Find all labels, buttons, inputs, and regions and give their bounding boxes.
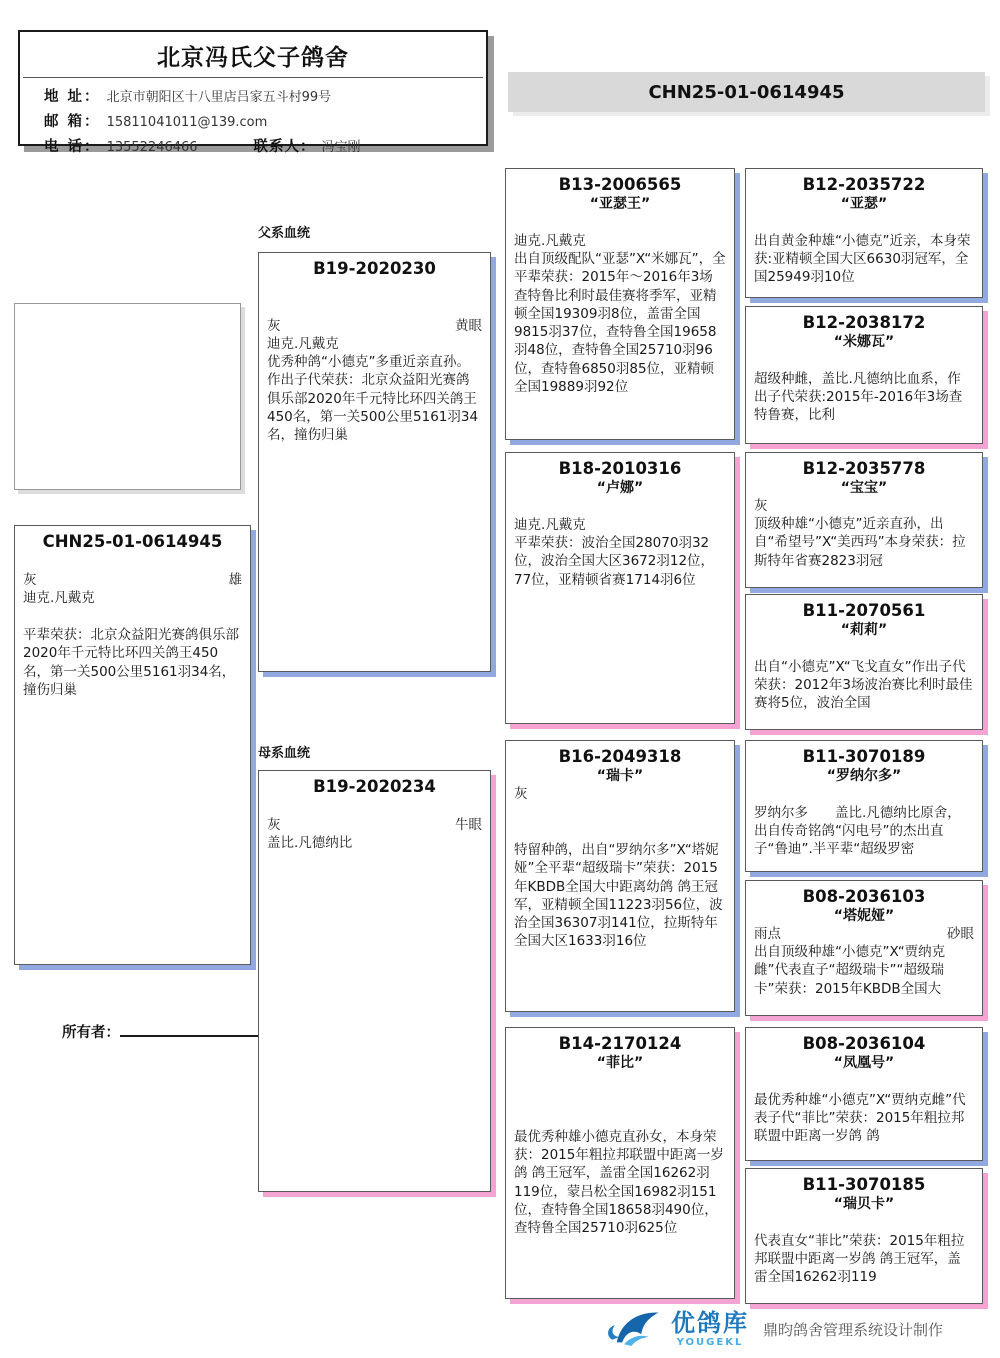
ggp-card-2 (745, 306, 983, 444)
phone-label: 电 话： (44, 139, 101, 155)
email-value: 15811041011@139.com (106, 115, 268, 130)
description: 代表直女“菲比”荣获：2015年粗拉邦联盟中距离一岁鸽 鸽王冠军，盖雷全国16262羽119 (754, 1232, 965, 1286)
description: 出自“小德克”X“飞戈直女”作出子代荣获：2012年3场波治赛比利时最佳赛将5位，波治全国 (754, 658, 973, 712)
pigeon-name: “罗纳尔多” (826, 767, 902, 784)
strain: 迪克.凡戴克 (514, 232, 586, 249)
description: 顶级种雄“小德克”近亲直孙，出自“希望号”X“美西玛”本身荣获：拉斯特年省赛2823羽冠 (754, 516, 966, 569)
pigeon-name: “米娜瓦” (833, 333, 895, 350)
spacer (754, 639, 974, 658)
description: 出自顶级种雄“小德克”X“贾纳克雌”代表直子“超级瑞卡”“超级瑞卡”荣获：2015年KBDB全国大 (754, 944, 946, 997)
spacer (514, 1072, 726, 1128)
ggp-card-3 (745, 452, 983, 588)
bird-logo-icon (605, 1303, 663, 1355)
pigeon-name: “瑞贝卡” (833, 1195, 895, 1212)
loft-contact-info (20, 78, 486, 156)
loft-name: 北京冯氏父子鸽舍 (157, 45, 349, 71)
description: 超级种雌，盖比.凡德纳比血系，作出子代荣获:2015年-2016年3场查特鲁赛，比利 (754, 370, 963, 424)
ring-number: B12-2035778 (802, 459, 926, 478)
grandmother-maternal-card (505, 1027, 735, 1299)
owner-label: 所有者： (62, 1025, 120, 1041)
brand-name: 优鸽库 (671, 1308, 749, 1337)
main-bird-card (14, 525, 251, 965)
ring-number: B14-2170124 (558, 1034, 682, 1053)
ggp-card-6 (745, 880, 983, 1016)
spacer (754, 351, 974, 370)
pigeon-name: “瑞卡” (596, 767, 644, 784)
contact-value: 冯宝刚 (321, 140, 361, 155)
ring-number: B11-3070185 (802, 1175, 926, 1194)
spacer (754, 1213, 974, 1232)
spacer (514, 803, 726, 841)
mother-card (258, 770, 491, 1192)
feather-color: 灰 (267, 816, 281, 833)
sex-label: 雄 (228, 571, 242, 588)
spacer (23, 607, 242, 626)
ring-number: B11-3070189 (802, 747, 926, 766)
grandmother-paternal-card (505, 452, 735, 724)
ggp-card-7 (745, 1027, 983, 1161)
phone-value: 13552246466 (106, 140, 198, 155)
eye-color: 黄眼 (455, 317, 482, 334)
spacer (514, 497, 726, 516)
strain: 迪克.凡戴克 (267, 336, 339, 353)
feather-color: 雨点 (754, 925, 781, 942)
pigeon-name: “塔妮娅” (833, 907, 895, 924)
strain: 盖比.凡德纳比 (267, 835, 353, 852)
address-label: 地 址： (44, 89, 101, 105)
father-card (258, 252, 491, 672)
grandfather-paternal-card (505, 168, 735, 440)
eye-color: 牛眼 (455, 816, 482, 833)
description: 出自顶级配队“亚瑟”X“米娜瓦”，全平辈荣获：2015年～2016年3场查特鲁比利时最佳赛将季军，亚精顿全国19309羽8位，盖雷全国9815羽37位，查特鲁全国19658羽48位，查特鲁全国25710羽96位，查特鲁6850羽85位，亚精顿全国19889羽92位 (514, 251, 726, 395)
owner-row (62, 1020, 265, 1042)
ring-number: B13-2006565 (558, 175, 682, 194)
strain: 迪克.凡戴克 (514, 516, 586, 533)
spacer (267, 797, 482, 816)
feather-color: 灰 (754, 497, 768, 514)
pigeon-name: “凤凰号” (833, 1054, 895, 1071)
spacer (267, 279, 482, 317)
address-value: 北京市朝阳区十八里店吕家五斗村99号 (106, 90, 332, 105)
ring-number: B12-2038172 (802, 313, 926, 332)
ring-number: B16-2049318 (558, 747, 682, 766)
ring-number-banner: CHN25-01-0614945 (508, 72, 985, 112)
credit-text: 鼎昀鸽舍管理系统设计制作 (763, 1320, 944, 1339)
ggp-card-1 (745, 168, 983, 298)
feather-color: 灰 (267, 317, 281, 334)
ring-number: B11-2070561 (802, 601, 926, 620)
description: 优秀种鸽“小德克”多重近亲直孙。作出子代荣获：北京众益阳光赛鸽俱乐部2020年千元特比环四关鸽王450名，第一关500公里5161羽34名，撞伤归巢 (267, 354, 479, 444)
feather-color: 灰 (23, 571, 37, 588)
footer (605, 1300, 995, 1358)
pigeon-name: “卢娜” (596, 479, 644, 496)
description: 罗纳尔多 盖比.凡德纳比原舍，出自传奇铭鸽“闪电号”的杰出直子“鲁迪”.半平辈“超级罗密 (754, 804, 961, 858)
owner-blank-line (120, 1020, 265, 1037)
description: 最优秀种雄“小德克”X“贾纳克雌”代表子代“菲比”荣获：2015年粗拉邦联盟中距离一岁鸽 鸽 (754, 1091, 966, 1145)
description: 出自黄金种雄“小德克”近亲，本身荣获:亚精顿全国大区6630羽冠军，全国25949羽10位 (754, 232, 971, 286)
ring-number: B12-2035722 (802, 175, 926, 194)
pigeon-name: “莉莉” (840, 621, 888, 638)
description: 特留种鸽，出自“罗纳尔多”X“塔妮娅”全平辈“超级瑞卡”荣获：2015年KBDB全国大中距离幼鸽 鸽王冠军，亚精顿全国11223羽56位，波治全国36307羽141位，拉斯特年全国大区1633羽16位 (514, 842, 723, 950)
email-label: 邮 箱： (44, 114, 101, 130)
spacer (754, 785, 974, 804)
paternal-bloodline-label: 父系血统 (258, 226, 311, 241)
spacer (514, 213, 726, 232)
pigeon-name: “亚瑟” (840, 195, 888, 212)
pigeon-name: “亚瑟王” (589, 195, 651, 212)
ring-number: B18-2010316 (558, 459, 682, 478)
contact-label: 联系人： (253, 139, 316, 155)
description: 最优秀种雄小德克直孙女，本身荣获：2015年粗拉邦联盟中距离一岁鸽 鸽王冠军，盖雷全国16262羽119位，蒙吕松全国16982羽151位，查特鲁全国18658羽490位，查特鲁全国25710羽625位 (514, 1128, 724, 1237)
ring-number: B08-2036104 (802, 1034, 926, 1053)
grandfather-maternal-card (505, 740, 735, 1012)
pigeon-name: “菲比” (596, 1054, 644, 1071)
maternal-bloodline-label: 母系血统 (258, 746, 311, 761)
spacer (23, 552, 242, 571)
description: 平辈荣获：北京众益阳光赛鸽俱乐部2020年千元特比环四关鸽王450名，第一关500公里5161羽34名，撞伤归巢 (23, 627, 239, 698)
brand-subtitle: YOUGEKL (676, 1336, 744, 1348)
feather-color: 灰 (514, 785, 528, 802)
loft-header-box (18, 30, 488, 155)
spacer (754, 1072, 974, 1091)
ggp-card-5 (745, 740, 983, 872)
description: 平辈荣获：波治全国28070羽32位，波治全国大区3672羽12位，77位，亚精顿省赛1714羽6位 (514, 535, 715, 588)
spacer (754, 213, 974, 232)
eye-color: 砂眼 (947, 925, 974, 942)
pigeon-name: “宝宝” (840, 479, 888, 496)
ring-number: B19-2020234 (313, 777, 436, 796)
ggp-card-8 (745, 1168, 983, 1304)
brand-block (671, 1308, 749, 1348)
ring-number: B19-2020230 (313, 259, 436, 278)
ring-number: CHN25-01-0614945 (42, 532, 223, 551)
ring-number: B08-2036103 (802, 887, 926, 906)
strain: 迪克.凡戴克 (23, 590, 95, 607)
pigeon-photo-placeholder (14, 303, 241, 490)
ggp-card-4 (745, 594, 983, 730)
